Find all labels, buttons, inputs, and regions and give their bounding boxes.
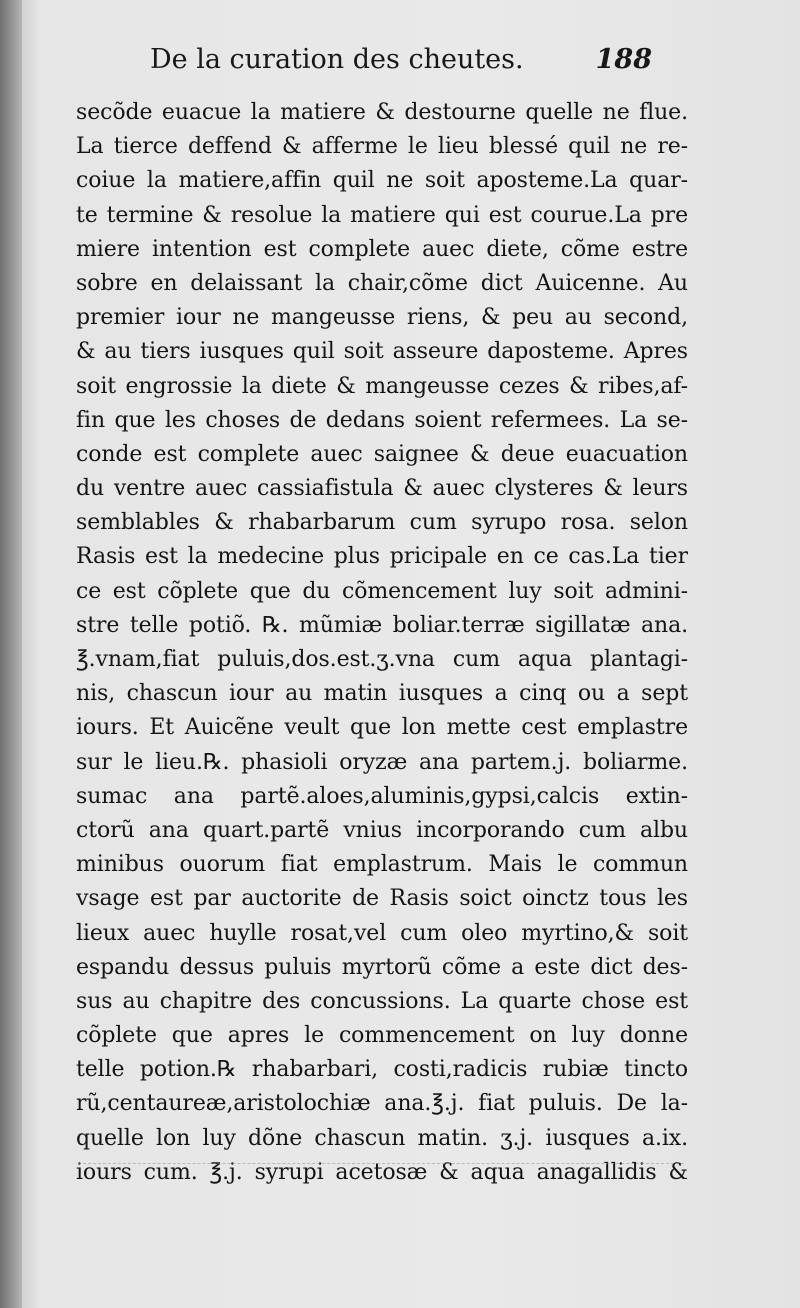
page-number: 188	[595, 44, 652, 75]
text-line: soit engrossie la diete & mangeusse cezes & ribes,af-	[76, 373, 688, 399]
text-line: te termine & resolue la matiere qui est courue.La pre	[76, 202, 688, 228]
text-line: lieux auec huylle rosat,vel cum oleo myrtino,& soit	[76, 920, 688, 946]
text-line: stre telle potiõ. ℞. mũmiæ boliar.terræ sigillatæ ana.	[76, 612, 688, 638]
text-line: minibus ouorum fiat emplastrum. Mais le commun	[76, 852, 688, 878]
text-line: ce est cõplete que du cõmencement luy soit admini-	[76, 578, 688, 604]
text-line: La tierce deffend & afferme le lieu blessé quil ne re-	[76, 134, 688, 160]
text-line: ctorũ ana quart.partẽ vnius incorporando cum albu	[76, 817, 688, 843]
binding-gutter	[0, 0, 22, 1308]
text-line: sus au chapitre des concussions. La quarte chose est	[76, 988, 688, 1014]
text-line: & au tiers iusques quil soit asseure daposteme. Apres	[76, 339, 688, 365]
text-line: sobre en delaissant la chair,cõme dict Auicenne. Au	[76, 270, 688, 296]
text-line: espandu dessus puluis myrtorũ cõme a este dict des-	[76, 954, 688, 980]
text-line: sumac ana partẽ.aloes,aluminis,gypsi,calcis extin-	[76, 783, 688, 809]
bottom-rule	[78, 1163, 684, 1164]
text-line: miere intention est complete auec diete, cõme estre	[76, 236, 688, 262]
text-line: coiue la matiere,affin quil ne soit aposteme.La quar-	[76, 168, 688, 194]
running-title: De la curation des cheutes.	[150, 44, 524, 75]
text-line: sur le lieu.℞. phasioli oryzæ ana partem.j. boliarme.	[76, 749, 688, 775]
text-line: secõde euacue la matiere & destourne quelle ne flue.	[76, 100, 688, 125]
text-line: vsage est par auctorite de Rasis soict oinctz tous les	[76, 886, 688, 912]
text-line: ℥.vnam,fiat puluis,dos.est.ʒ.vna cum aqua plantagi-	[76, 647, 688, 672]
text-line: semblables & rhabarbarum cum syrupo rosa. selon	[76, 510, 688, 536]
body-text	[76, 96, 688, 1190]
text-line: conde est complete auec saignee & deue euacuation	[76, 441, 688, 467]
text-line: cõplete que apres le commencement on luy donne	[76, 1023, 688, 1049]
text-line: iours. Et Auicẽne veult que lon mette cest emplastre	[76, 715, 688, 741]
text-line: telle potion.℞ rhabarbari, costi,radicis rubiæ tincto	[76, 1057, 688, 1083]
text-line: quelle lon luy dõne chascun matin. ʒ.j. iusques a.ix.	[76, 1125, 688, 1151]
text-line: iours cum. ℥.j. syrupi acetosæ & aqua anagallidis &	[76, 1159, 688, 1185]
text-line: rũ,centaureæ,aristolochiæ ana.℥.j. fiat puluis. De la-	[76, 1091, 688, 1117]
text-line: Rasis est la medecine plus pricipale en ce cas.La tier	[76, 544, 688, 570]
text-line: premier iour ne mangeusse riens, & peu au second,	[76, 305, 688, 331]
page-header	[150, 44, 660, 84]
text-line: fin que les choses de dedans soient refermees. La se-	[76, 407, 688, 433]
text-line: nis, chascun iour au matin iusques a cinq ou a sept	[76, 681, 688, 707]
text-line: du ventre auec cassiafistula & auec clysteres & leurs	[76, 476, 688, 502]
